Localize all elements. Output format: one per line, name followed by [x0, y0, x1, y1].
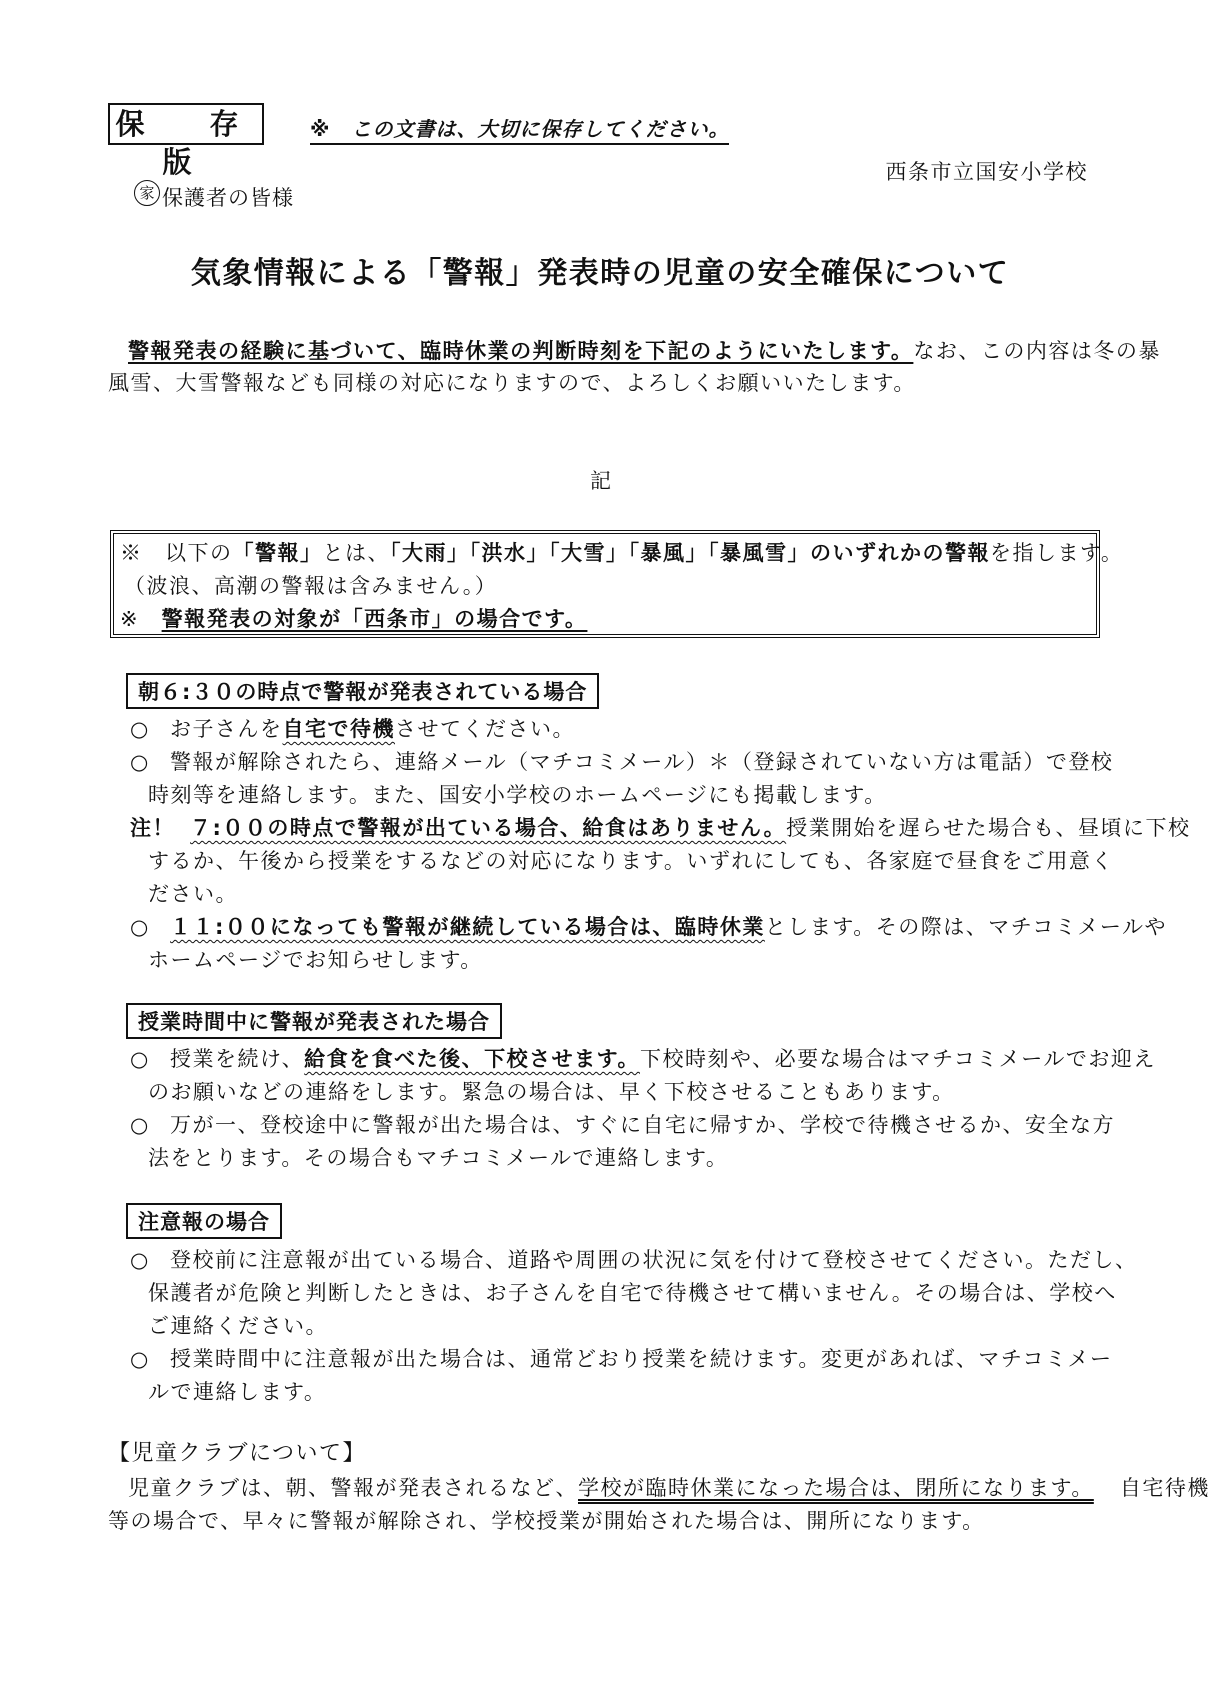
notice-mark: ※	[120, 607, 162, 631]
list-item	[130, 746, 1113, 778]
bullet-icon: ○	[130, 915, 150, 939]
notice-line-2: （波浪、高潮の警報は含みません。）	[124, 574, 498, 598]
list-item	[130, 1343, 1112, 1375]
bullet-icon: ○	[130, 1347, 150, 1371]
list-item	[130, 1109, 1115, 1141]
list-item-cont: ホームページでお知らせします。	[148, 948, 483, 972]
club-heading: 【児童クラブについて】	[108, 1441, 367, 1466]
section-heading-class-time: 授業時間中に警報が発表された場合	[126, 1003, 502, 1039]
item-text: 下校時刻や、必要な場合はマチコミメールでお迎え	[640, 1047, 1156, 1071]
note-label: 注！	[130, 816, 175, 840]
page-title: 気象情報による「警報」発表時の児童の安全確保について	[190, 256, 1010, 291]
section-heading-advisory: 注意報の場合	[126, 1203, 282, 1239]
notice-line-1	[120, 537, 1123, 569]
intro-line-2: 風雪、大雪警報なども同様の対応になりますので、よろしくお願いいたします。	[108, 371, 916, 395]
list-item-cont: 法をとります。その場合もマチコミメールで連絡します。	[148, 1146, 729, 1170]
note-line-1	[130, 812, 1191, 844]
notice-text: とは、	[322, 541, 390, 565]
family-mark-icon: 家	[134, 180, 160, 206]
bullet-icon: ○	[130, 1248, 150, 1272]
list-item-cont: ルで連絡します。	[148, 1380, 327, 1404]
list-item-cont: ご連絡ください。	[148, 1314, 328, 1338]
item-text: 万が一、登校途中に警報が出た場合は、すぐに自宅に帰すか、学校で待機させるか、安全な方	[170, 1113, 1115, 1137]
list-item-cont: 時刻等を連絡します。また、国安小学校のホームページにも掲載します。	[148, 783, 887, 807]
item-emphasis: 給食を食べた後、下校させます。	[304, 1047, 640, 1071]
item-text: 登校前に注意報が出ている場合、道路や周囲の状況に気を付けて登校させてください。ただし、	[170, 1248, 1138, 1272]
notice-line-3	[120, 603, 587, 635]
item-emphasis: １１:００になっても警報が継続している場合は、臨時休業	[170, 915, 765, 939]
bullet-icon: ○	[130, 717, 150, 741]
list-item	[130, 713, 575, 745]
list-item-cont: のお願いなどの連絡をします。緊急の場合は、早く下校させることもあります。	[148, 1080, 955, 1104]
item-text: 授業開始を遅らせた場合も、昼頃に下校	[786, 816, 1191, 840]
bullet-icon: ○	[130, 750, 150, 774]
item-emphasis: 自宅で待機	[282, 717, 395, 741]
note-line-3: ださい。	[148, 882, 238, 906]
club-emphasis: 学校が臨時休業になった場合は、閉所になります。	[578, 1476, 1094, 1500]
item-text: させてください。	[395, 717, 575, 741]
list-item	[130, 1043, 1156, 1075]
notice-keyword: 「警報」	[232, 541, 323, 565]
notice-warning-types: 「大雨」「洪水」「大雪」「暴風」「暴風雪」のいずれかの警報	[390, 541, 990, 565]
bullet-icon: ○	[130, 1113, 150, 1137]
hozon-note: ※ この文書は、大切に保存してください。	[310, 113, 729, 145]
list-item	[130, 911, 1167, 943]
intro-rest: なお、この内容は冬の暴	[913, 339, 1161, 363]
addressee: 保護者の皆様	[162, 186, 294, 210]
list-item	[130, 1244, 1138, 1276]
club-text: 自宅待機	[1119, 1476, 1210, 1500]
notice-text: ※ 以下の	[120, 541, 233, 565]
club-text: 児童クラブは、朝、警報が発表されるなど、	[128, 1476, 578, 1500]
item-text: 警報が解除されたら、連絡メール（マチコミメール）＊（登録されていない方は電話）で登校	[170, 750, 1114, 774]
notice-target: 警報発表の対象が「西条市」の場合です。	[161, 607, 588, 631]
hozon-label: 保 存 版	[108, 103, 264, 145]
club-line-1	[128, 1472, 1210, 1504]
intro-line-1	[128, 335, 1161, 367]
bullet-icon: ○	[130, 1047, 150, 1071]
note-line-2: するか、午後から授業をするなどの対応になります。いずれにしても、各家庭で昼食をご用意く	[148, 849, 1114, 873]
intro-bold: 警報発表の経験に基づいて、臨時休業の判断時刻を下記のようにいたします。	[128, 339, 914, 363]
item-text: 授業時間中に注意報が出た場合は、通常どおり授業を続けます。変更があれば、マチコミメー	[170, 1347, 1113, 1371]
list-item-cont: 保護者が危険と判断したときは、お子さんを自宅で待機させて構いません。その場合は、学校へ	[148, 1281, 1117, 1305]
item-text: お子さんを	[170, 717, 283, 741]
item-text: 授業を続け、	[170, 1047, 305, 1071]
school-name: 西条市立国安小学校	[885, 160, 1088, 184]
ki-mark: 記	[590, 469, 613, 493]
club-line-2: 等の場合で、早々に警報が解除され、学校授業が開始された場合は、開所になります。	[108, 1509, 985, 1533]
notice-text: を指します。	[990, 541, 1124, 565]
section-heading-morning: 朝６:３０の時点で警報が発表されている場合	[126, 673, 599, 709]
note-emphasis: ７:００の時点で警報が出ている場合、給食はありません。	[190, 816, 787, 840]
item-text: とします。その際は、マチコミメールや	[764, 915, 1167, 939]
